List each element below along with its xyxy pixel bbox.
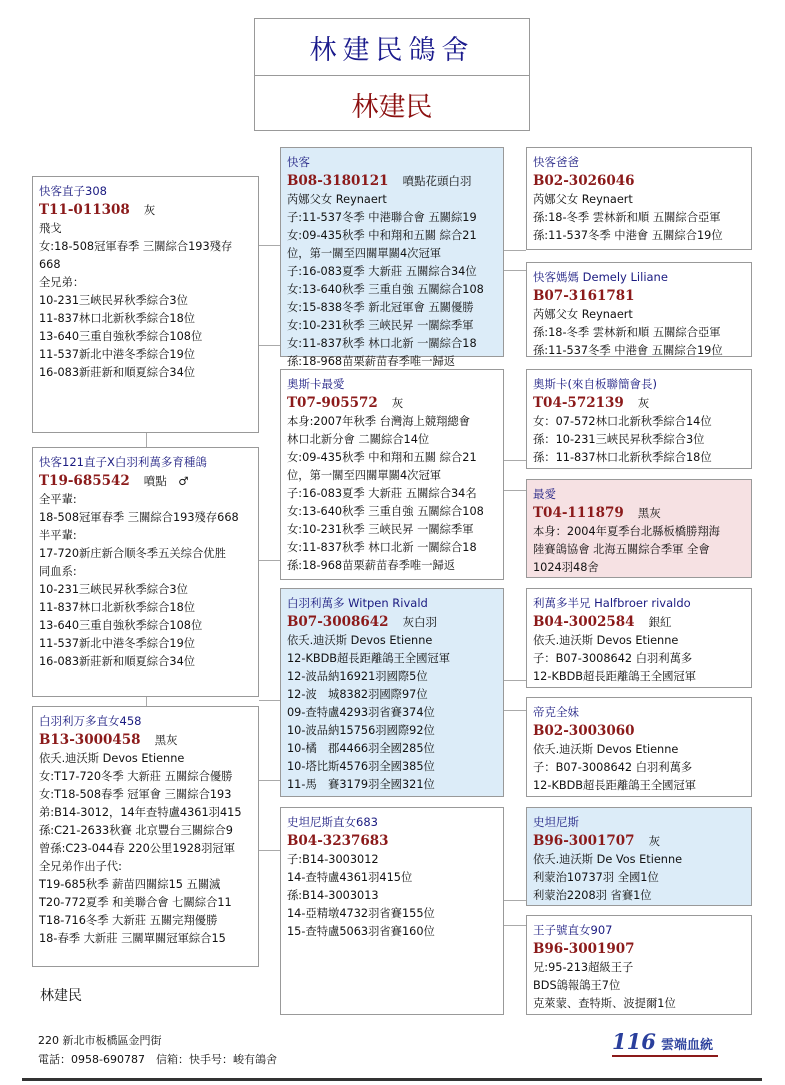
logo-number: 116 [612, 1029, 656, 1054]
record-line: 孫:B14-3003013 [287, 889, 379, 902]
pigeon-name: 快客121直子X白羽利萬多育種鴿 [39, 455, 207, 469]
record-line: 利蒙治2208羽 省賽1位 [533, 889, 652, 902]
pigeon-name: 快客直子308 [39, 184, 107, 198]
record-line: 14-亞精墩4732羽省賽155位 [287, 907, 435, 920]
record-line: 全兄弟作出子代: [39, 860, 122, 873]
feather-color: 灰 [648, 834, 661, 848]
record-line: 女:09-435秋季 中和翔和五關 綜合21 [287, 229, 477, 242]
record-line: 12-波品納16921羽國際5位 [287, 670, 428, 683]
record-line: 芮娜父女 Reynaert [533, 308, 633, 321]
record-line: 芮娜父女 Reynaert [533, 193, 633, 206]
record-line: 16-083新莊新和順夏綜合34位 [39, 655, 196, 668]
pigeon-card [526, 479, 752, 578]
connector-line [259, 560, 280, 561]
pigeon-card [280, 588, 504, 797]
record-line: 女:18-508冠軍春季 三關綜合193殘存 [39, 240, 233, 253]
logo [612, 1029, 720, 1057]
ring-number: B08-3180121 [287, 173, 389, 189]
ring-number: B07-3161781 [533, 288, 635, 304]
record-line: 女:10-231秋季 三峽民昇 一關綜季軍 [287, 319, 474, 332]
record-line: 子：B07-3008642 白羽利萬多 [533, 761, 693, 774]
ring-number: B04-3002584 [533, 614, 635, 630]
record-line: 弟:B14-3012，14年查特盧4361羽415 [39, 806, 242, 819]
pigeon-name: 白羽利万多直女458 [39, 714, 142, 728]
record-line: 12-KBDB超長距離鴿王全國冠軍 [533, 670, 697, 683]
pigeon-name: 奧斯卡(來自板聯簡會長) [533, 377, 657, 391]
record-line: 女:13-640秋季 三重自強 五關綜合108 [287, 505, 484, 518]
record-line: 本身：2004年夏季台北縣板橋勝翔海 [533, 525, 720, 538]
record-line: 孫:11-537冬季 中港會 五關綜合19位 [533, 229, 723, 242]
record-line: 位，第一關至四關單關4次冠軍 [287, 469, 442, 482]
pigeon-name: 史坦尼斯 [533, 815, 579, 829]
record-line: 同血系: [39, 565, 77, 578]
record-line: 13-640三重自強秋季綜合108位 [39, 619, 203, 632]
record-line: 18-春季 大新莊 三關單關冠軍綜合15 [39, 932, 226, 945]
feather-color: 黑灰 [637, 506, 661, 520]
record-line: 17-720新庄新合顺冬季五关综合优胜 [39, 547, 226, 560]
pigeon-name: 利萬多半兄 Halfbroer rivaldo [533, 596, 691, 610]
footer-owner: 林建民 [40, 988, 82, 1004]
ring-number: B02-3026046 [533, 173, 635, 189]
record-line: 18-508冠軍春季 三關綜合193殘存668 [39, 511, 239, 524]
record-line: 陸賽鴿協會 北海五關綜合季軍 全會 [533, 543, 710, 556]
record-line: 依夭.迪沃斯 Devos Etienne [287, 634, 433, 647]
connector-line [504, 680, 526, 681]
ring-number: T19-685542 [39, 473, 130, 489]
ring-number: T04-111879 [533, 505, 624, 521]
record-line: 女:T17-720冬季 大新莊 五關綜合優勝 [39, 770, 233, 783]
feather-color: 銀紅 [648, 615, 672, 629]
record-line: 668 [39, 258, 61, 271]
record-line: 11-837林口北新秋季綜合18位 [39, 601, 196, 614]
record-line: BDS鴿報鴿王7位 [533, 979, 621, 992]
pigeon-card [526, 369, 752, 469]
record-line: 09-查特盧4293羽省賽374位 [287, 706, 435, 719]
pigeon-name: 快客媽媽 Demely Liliane [533, 270, 668, 284]
connector-line [504, 490, 526, 491]
record-line: 女:11-837秋季 林口北新 一關綜合18 [287, 337, 477, 350]
record-line: 孫:C21-2633秋賽 北京豐台三關綜合9 [39, 824, 233, 837]
pigeon-name: 快客爸爸 [533, 155, 579, 169]
record-line: 10-塔比斯4576羽全國385位 [287, 760, 435, 773]
connector-line [146, 697, 147, 706]
record-line: 女：07-572林口北新秋季綜合14位 [533, 415, 712, 428]
record-line: 依夭.迪沃斯 Devos Etienne [533, 634, 679, 647]
ring-number: B07-3008642 [287, 614, 389, 630]
record-line: 依夭.迪沃斯 Devos Etienne [39, 752, 185, 765]
pigeon-name: 白羽利萬多 Witpen Rivald [287, 596, 428, 610]
record-line: 林口北新分會 二關綜合14位 [287, 433, 430, 446]
connector-line [504, 900, 526, 901]
record-line: 飛戈 [39, 222, 62, 235]
record-line: 孫:18-冬季 雲林新和順 五關綜合亞軍 [533, 326, 721, 339]
owner-name: 林建民 [351, 91, 433, 123]
pigeon-card [526, 807, 752, 906]
record-line: 子:B14-3003012 [287, 853, 379, 866]
ring-number: B02-3003060 [533, 723, 635, 739]
record-line: 13-640三重自強秋季綜合108位 [39, 330, 203, 343]
pigeon-card [526, 915, 752, 1015]
record-line: 12-KBDB超長距離鴿王全國冠軍 [533, 779, 697, 792]
logo-text: 雲端血統 [660, 1038, 713, 1053]
record-line: 女:15-838冬季 新北冠軍會 五關優勝 [287, 301, 474, 314]
record-line: 女:10-231秋季 三峽民昇 一關綜季軍 [287, 523, 474, 536]
footer-address-block [38, 1031, 277, 1069]
record-line: 女:13-640秋季 三重自強 五關綜合108 [287, 283, 484, 296]
connector-line [504, 270, 526, 271]
record-line: 女:T18-508春季 冠軍會 三關綜合193 [39, 788, 232, 801]
record-line: 女:11-837秋季 林口北新 一關綜合18 [287, 541, 477, 554]
ring-number: B96-3001907 [533, 941, 635, 957]
record-line: 全兄弟： [39, 276, 85, 289]
ring-number: B04-3237683 [287, 833, 389, 849]
feather-color: 噴點 ♂ [143, 474, 189, 488]
pedigree-header [254, 18, 530, 131]
feather-color: 噴點花頭白羽 [402, 174, 472, 188]
record-line: 孫：11-837林口北新秋季綜合18位 [533, 451, 712, 464]
record-line: T19-685秋季 薪苗四關綜15 五關滅 [39, 878, 221, 891]
logo-underline [612, 1055, 718, 1057]
ring-number: B13-3000458 [39, 732, 141, 748]
record-line: 孫:11-537冬季 中港會 五關綜合19位 [533, 344, 723, 357]
pigeon-card [280, 807, 504, 1015]
record-line: 本身:2007年秋季 台灣海上競翔總會 [287, 415, 471, 428]
record-line: 11-馬 賽3179羽全國321位 [287, 778, 435, 791]
feather-color: 灰 [143, 203, 156, 217]
record-line: 11-537新北中港冬季綜合19位 [39, 637, 196, 650]
ring-number: T07-905572 [287, 395, 378, 411]
pigeon-card [526, 262, 752, 357]
record-line: 孫:18-冬季 雲林新和順 五關綜合亞軍 [533, 211, 721, 224]
connector-line [504, 460, 526, 461]
record-line: 子:16-083夏季 大新莊 五關綜合34名 [287, 487, 477, 500]
record-line: 10-231三峽民昇秋季綜合3位 [39, 583, 188, 596]
feather-color: 黑灰 [154, 733, 178, 747]
pigeon-card [32, 447, 259, 697]
record-line: 孫：10-231三峽民昇秋季綜合3位 [533, 433, 705, 446]
record-line: 1024羽48舍 [533, 561, 599, 574]
feather-color: 灰 [637, 396, 650, 410]
record-line: 子:11-537冬季 中港聯合會 五關綜19 [287, 211, 477, 224]
connector-line [146, 433, 147, 447]
pigeon-name: 快客 [287, 155, 310, 169]
pigeon-name: 最愛 [533, 487, 556, 501]
record-line: 孫:18-968苗栗薪苗春季唯一歸返 [287, 559, 456, 572]
record-line: 利蒙治10737羽 全國1位 [533, 871, 659, 884]
record-line: 14-查特盧4361羽415位 [287, 871, 413, 884]
pigeon-card [32, 706, 259, 967]
record-line: T20-772夏季 和美聯合會 七關綜合11 [39, 896, 232, 909]
contact-info: 電話：0958-690787 信箱：快手号：峻有鴿舍 [38, 1053, 277, 1066]
record-line: 10-橘 郡4466羽全國285位 [287, 742, 435, 755]
connector-line [259, 345, 280, 346]
record-line: 曾孫:C23-044春 220公里1928羽冠軍 [39, 842, 235, 855]
pigeon-card [280, 369, 504, 580]
record-line: 11-837林口北新秋季綜合18位 [39, 312, 196, 325]
record-line: 位，第一關至四關單關4次冠軍 [287, 247, 442, 260]
connector-line [504, 925, 526, 926]
record-line: 子:16-083夏季 大新莊 五關綜合34位 [287, 265, 477, 278]
record-line: 全平輩: [39, 493, 77, 506]
record-line: 女:09-435秋季 中和翔和五關 綜合21 [287, 451, 477, 464]
record-line: 12-波 城8382羽國際97位 [287, 688, 428, 701]
record-line: 16-083新莊新和順夏綜合34位 [39, 366, 196, 379]
record-line: 孫:18-968苗栗薪苗春季唯一歸返 [287, 355, 456, 368]
feather-color: 灰白羽 [402, 615, 438, 629]
connector-line [504, 710, 526, 711]
record-line: 10-波品納15756羽國際92位 [287, 724, 435, 737]
connector-line [259, 850, 280, 851]
ring-number: T11-011308 [39, 202, 130, 218]
loft-name: 林建民鴿舍 [255, 19, 529, 76]
pigeon-card [526, 588, 752, 688]
pigeon-card [32, 176, 259, 433]
ring-number: T04-572139 [533, 395, 624, 411]
record-line: 15-查特盧5063羽省賽160位 [287, 925, 435, 938]
record-line: 克萊蒙、查特斯、波提爾1位 [533, 997, 676, 1010]
address: 220 新北市板橋區金門街 [38, 1034, 162, 1047]
record-line: 兄:95-213超級王子 [533, 961, 634, 974]
record-line: T18-716冬季 大新莊 五關完翔優勝 [39, 914, 218, 927]
ring-number: B96-3001707 [533, 833, 635, 849]
record-line: 半平輩: [39, 529, 77, 542]
pigeon-card [526, 147, 752, 250]
pigeon-name: 帝克全妹 [533, 705, 579, 719]
bottom-divider [22, 1078, 762, 1081]
record-line: 11-537新北中港冬季綜合19位 [39, 348, 196, 361]
connector-line [259, 245, 280, 246]
feather-color: 灰 [391, 396, 404, 410]
connector-line [259, 780, 280, 781]
record-line: 依夭.迪沃斯 Devos Etienne [533, 743, 679, 756]
pigeon-card [280, 147, 504, 368]
connector-line [259, 700, 280, 701]
record-line: 芮娜父女 Reynaert [287, 193, 387, 206]
record-line: 依夭.迪沃斯 De Vos Etienne [533, 853, 683, 866]
record-line: 子：B07-3008642 白羽利萬多 [533, 652, 693, 665]
pigeon-card [526, 697, 752, 797]
record-line: 10-231三峽民昇秋季綜合3位 [39, 294, 188, 307]
connector-line [504, 250, 526, 251]
record-line: 12-KBDB超長距離鴿王全國冠軍 [287, 652, 451, 665]
pigeon-name: 史坦尼斯直女683 [287, 815, 378, 829]
pigeon-name: 奧斯卡最愛 [287, 377, 345, 391]
pigeon-name: 王子號直女907 [533, 923, 613, 937]
